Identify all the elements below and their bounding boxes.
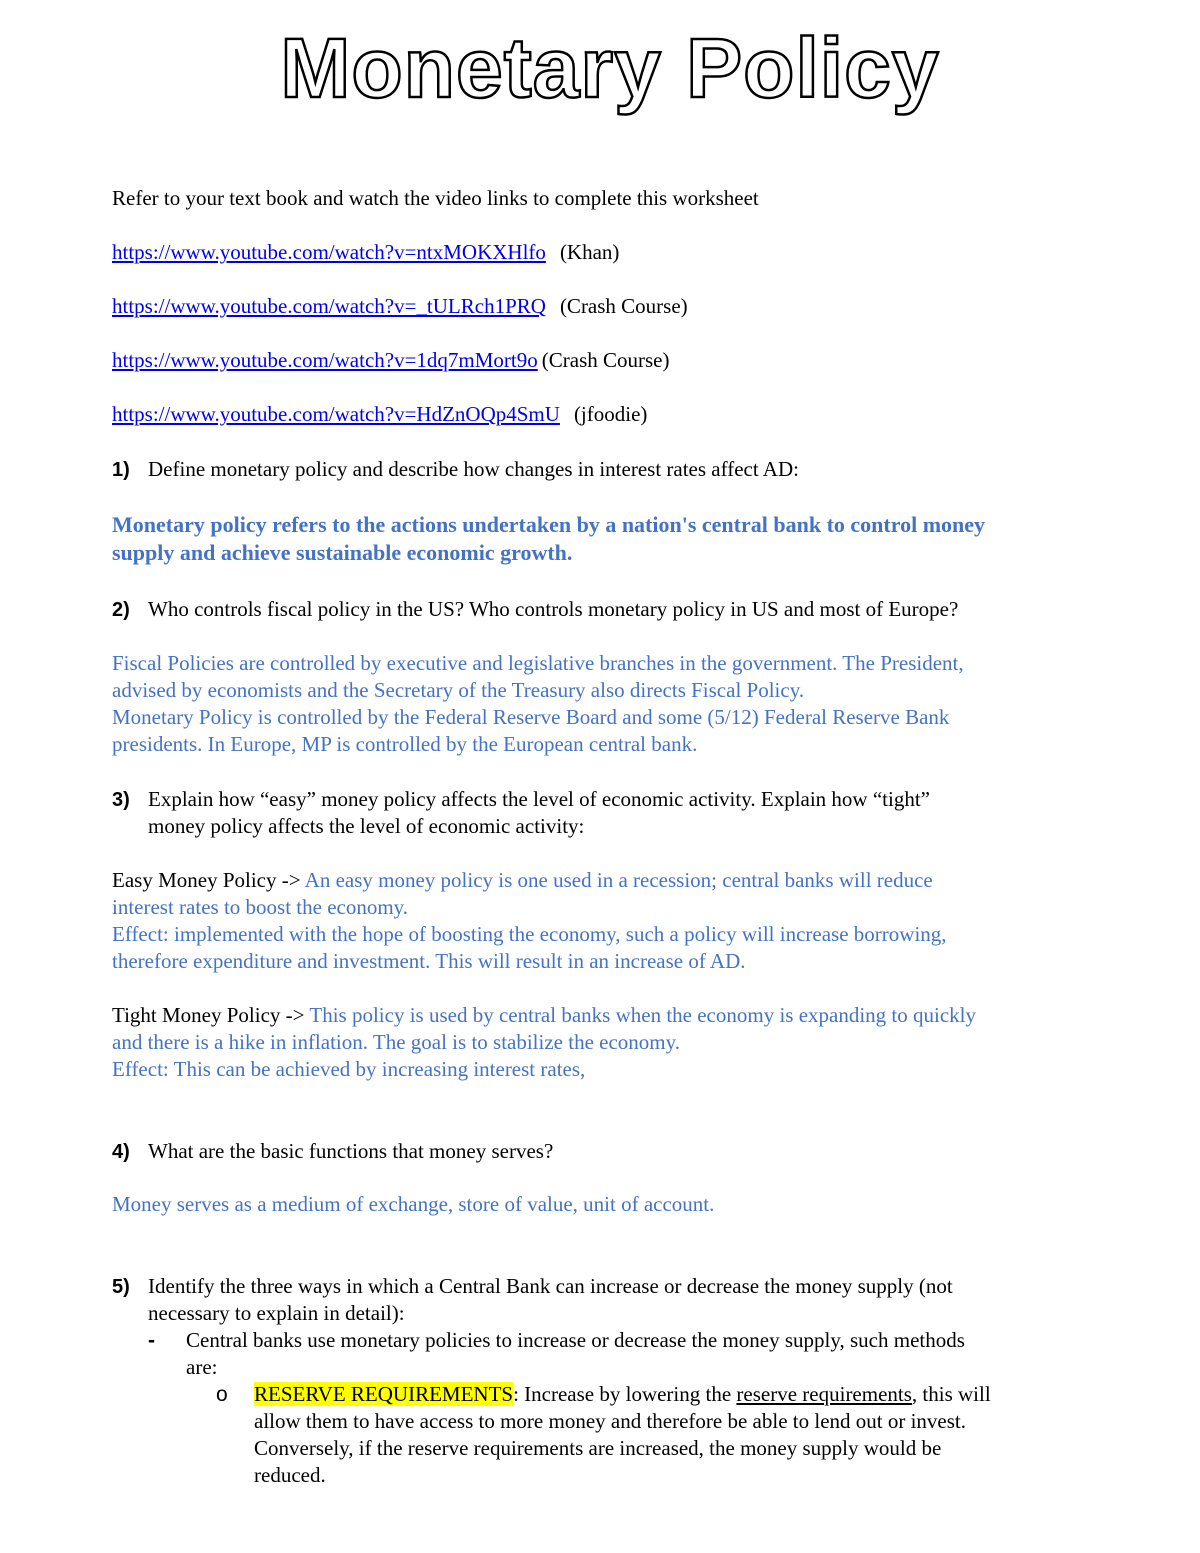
video-link-crash-course-1[interactable]: https://www.youtube.com/watch?v=_tULRch1PRQ	[112, 294, 546, 318]
question-number: 4)	[112, 1141, 130, 1163]
title-container	[0, 20, 1200, 130]
tight-effect-text: Effect: This can be achieved by increasing interest rates,	[112, 1057, 586, 1081]
question-1	[112, 456, 1102, 484]
answer-2-line-2: advised by economists and the Secretary of the Treasury also directs Fiscal Policy.	[112, 678, 805, 702]
link-source-label: (Crash Course)	[541, 348, 670, 372]
video-link-row	[112, 293, 1102, 320]
easy-money-desc-2: interest rates to boost the economy.	[112, 895, 409, 919]
reserve-requirements-underlined: reserve requirements	[736, 1382, 912, 1406]
tight-money-desc-2: and there is a hike in inflation. The goal is to stabilize the economy.	[112, 1030, 681, 1054]
video-link-jfoodie[interactable]: https://www.youtube.com/watch?v=HdZnOQp4SmU	[112, 402, 560, 426]
list-item-text: Central banks use monetary policies to increase or decrease the money supply, such methods	[186, 1328, 965, 1352]
intro-text: Refer to your text book and watch the video links to complete this worksheet	[112, 186, 759, 210]
link-source-label: (Khan)	[559, 240, 620, 264]
easy-effect-row	[112, 921, 1102, 948]
video-link-crash-course-2[interactable]: https://www.youtube.com/watch?v=1dq7mMort9o	[112, 348, 538, 372]
rr-text-b: , this will	[911, 1382, 991, 1406]
circle-bullet: o	[216, 1383, 228, 1406]
effect-label: Effect:	[112, 922, 169, 946]
question-text: money policy affects the level of economic activity:	[148, 814, 585, 838]
rr-line-4: reduced.	[254, 1463, 326, 1487]
dash-list-item	[148, 1327, 1138, 1354]
answer-4: Money serves as a medium of exchange, store of value, unit of account.	[112, 1192, 715, 1216]
easy-money-desc: An easy money policy is one used in a recession; central banks will reduce	[304, 868, 933, 892]
question-text: necessary to explain in detail):	[148, 1301, 405, 1325]
easy-effect-text: implemented with the hope of boosting the economy, such a policy will increase borrowing,	[174, 922, 947, 946]
question-3	[112, 786, 1102, 814]
dash-bullet: -	[148, 1329, 155, 1352]
question-text: Define monetary policy and describe how changes in interest rates affect AD:	[148, 457, 799, 481]
reserve-requirements-item	[216, 1381, 1200, 1408]
question-text: Explain how “easy” money policy affects the level of economic activity. Explain how “tight”	[148, 787, 930, 811]
answer-2-line-1: Fiscal Policies are controlled by executive and legislative branches in the government. The President,	[112, 651, 964, 675]
video-link-row	[112, 239, 1102, 266]
tight-money-desc: This policy is used by central banks when the economy is expanding to quickly	[309, 1003, 977, 1027]
easy-effect-text-2: therefore expenditure and investment. This will result in an increase of AD.	[112, 949, 746, 973]
easy-money-row	[112, 867, 1102, 894]
question-text: Who controls fiscal policy in the US? Who controls monetary policy in US and most of Europe?	[148, 597, 959, 621]
tight-money-label: Tight Money Policy ->	[112, 1003, 305, 1027]
link-source-label: (jfoodie)	[573, 402, 648, 426]
easy-money-label: Easy Money Policy ->	[112, 868, 301, 892]
answer-2-line-4: presidents. In Europe, MP is controlled by the European central bank.	[112, 732, 698, 756]
answer-1-line-2: supply and achieve sustainable economic growth.	[112, 540, 573, 565]
question-number: 5)	[112, 1276, 130, 1298]
question-2	[112, 596, 1102, 624]
video-link-row	[112, 347, 1102, 374]
list-item-text-continued: are:	[186, 1355, 218, 1379]
answer-1-line-1: Monetary policy refers to the actions undertaken by a nation's central bank to control money	[112, 512, 986, 537]
question-4	[112, 1138, 1102, 1166]
rr-line-2: allow them to have access to more money and therefore be able to lend out or invest.	[254, 1409, 967, 1433]
question-text: What are the basic functions that money serves?	[148, 1139, 554, 1163]
question-number: 2)	[112, 599, 130, 621]
link-source-label: (Crash Course)	[559, 294, 688, 318]
question-number: 1)	[112, 459, 130, 481]
question-5-continued	[112, 1300, 1102, 1327]
question-5	[112, 1273, 1102, 1301]
tight-money-row	[112, 1002, 1102, 1029]
question-3-continued	[112, 813, 1102, 840]
page-title: Monetary Policy	[280, 21, 940, 115]
reserve-requirements-highlight: RESERVE REQUIREMENTS	[254, 1382, 514, 1406]
video-link-khan[interactable]: https://www.youtube.com/watch?v=ntxMOKXHlfo	[112, 240, 546, 264]
video-link-row	[112, 401, 1102, 428]
answer-2-line-3: Monetary Policy is controlled by the Federal Reserve Board and some (5/12) Federal Reserve Bank	[112, 705, 950, 729]
question-text: Identify the three ways in which a Central Bank can increase or decrease the money supply (not	[148, 1274, 953, 1298]
rr-text-a: : Increase by lowering the	[513, 1382, 737, 1406]
rr-line-3: Conversely, if the reserve requirements are increased, the money supply would be	[254, 1436, 942, 1460]
question-number: 3)	[112, 789, 130, 811]
